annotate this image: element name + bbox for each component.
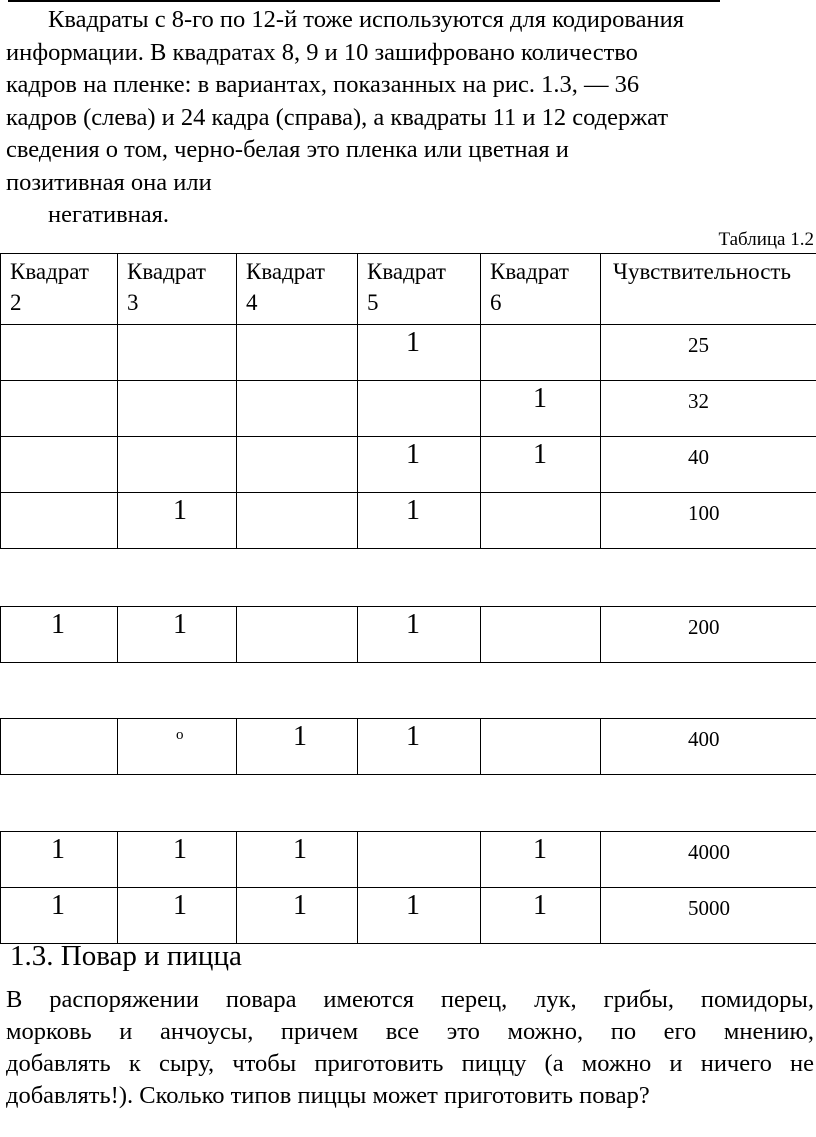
cell-value: 1: [406, 609, 420, 640]
cell-value: [237, 325, 357, 327]
table-row: [1, 493, 816, 549]
header-cell: Квадрат 6: [481, 254, 601, 325]
section-title: 1.3. Повар и пицца: [10, 940, 242, 972]
sensitivity-value: 5000: [688, 896, 730, 920]
circle-mark: о: [176, 727, 184, 743]
cell-value: [1, 381, 117, 383]
cell-value: [481, 607, 600, 609]
cell-value: 1: [51, 609, 65, 640]
table-row: [1, 832, 816, 888]
cell-value: [237, 493, 357, 495]
cell-value: 1: [406, 327, 420, 358]
header-cell: Квадрат 5: [358, 254, 481, 325]
header-cell: Чувствительность: [601, 254, 816, 325]
text-line: добавлять к сыру, чтобы приготовить пиццу (а можно и ничего не: [6, 1050, 814, 1077]
cell-value: [481, 493, 600, 495]
sensitivity-value: 25: [688, 333, 709, 357]
sensitivity-table-fragment: [0, 718, 816, 775]
cell-value: [358, 832, 480, 834]
cell-value: 1: [173, 609, 187, 640]
header-cell: Квадрат 3: [118, 254, 237, 325]
sensitivity-table: [0, 253, 816, 549]
cell-value: 1: [533, 383, 547, 414]
text-line: информации. В квадратах 8, 9 и 10 зашифровано количество: [6, 38, 638, 66]
cell-value: [118, 325, 236, 327]
cell-value: 1: [533, 439, 547, 470]
cell-value: 1: [533, 834, 547, 865]
text-line: кадров (слева) и 24 кадра (справа), а квадраты 11 и 12 содержат: [6, 103, 669, 131]
header-cell: Квадрат 2: [1, 254, 118, 325]
cell-value: [1, 325, 117, 327]
sensitivity-value: 4000: [688, 840, 730, 864]
text-line: кадров на пленке: в вариантах, показанных на рис. 1.3, — 36: [6, 71, 640, 98]
intro-paragraph: [6, 4, 812, 232]
table-row: [1, 437, 816, 493]
header-cell: Квадрат 4: [237, 254, 358, 325]
table-row: [1, 381, 816, 437]
cell-value: 1: [173, 890, 187, 921]
table-row: [1, 607, 816, 663]
sensitivity-value: 32: [688, 389, 709, 413]
cell-value: [1, 493, 117, 495]
text-line: негативная.: [48, 201, 170, 228]
text-line: В распоряжении повара имеются перец, лук, грибы, помидоры,: [6, 986, 814, 1013]
text-line: морковь и анчоусы, причем все это можно, по его мнению,: [6, 1018, 814, 1045]
table-row: [1, 888, 816, 944]
sensitivity-value: 200: [688, 615, 720, 639]
sensitivity-value: 100: [688, 501, 720, 525]
sensitivity-value: 400: [688, 727, 720, 751]
cell-value: 1: [406, 495, 420, 526]
text-line: добавлять!). Сколько типов пиццы может приготовить повар?: [6, 1082, 650, 1109]
text-line: позитивная она или: [6, 168, 212, 196]
cell-value: [1, 719, 117, 721]
sensitivity-table-fragment: [0, 606, 816, 663]
table-caption: Таблица 1.2: [718, 229, 814, 250]
cell-value: 1: [406, 890, 420, 921]
sensitivity-table-fragment: [0, 831, 816, 944]
cell-value: 1: [293, 721, 307, 752]
cell-value: [118, 437, 236, 439]
cell-value: [237, 381, 357, 383]
cell-value: [481, 325, 600, 327]
text-line: сведения о том, черно-белая это пленка или цветная и: [6, 136, 569, 163]
table-row: [1, 719, 816, 775]
cell-value: 1: [51, 890, 65, 921]
cell-value: [118, 381, 236, 383]
cell-value: 1: [173, 495, 187, 526]
text-line: Квадраты с 8-го по 12-й тоже используются для кодирования: [48, 6, 685, 33]
cell-value: 1: [293, 834, 307, 865]
table-row: [1, 325, 816, 381]
cell-value: [481, 719, 600, 721]
cell-value: [237, 607, 357, 609]
cell-value: [358, 381, 480, 383]
cell-value: 1: [293, 890, 307, 921]
cell-value: [237, 437, 357, 439]
section-paragraph: [6, 984, 814, 1112]
table-header-row: [1, 254, 816, 325]
cell-value: [1, 437, 117, 439]
cell-value: 1: [51, 834, 65, 865]
cell-value: 1: [533, 890, 547, 921]
cell-value: 1: [406, 439, 420, 470]
top-rule: [8, 0, 720, 2]
cell-value: 1: [406, 721, 420, 752]
sensitivity-value: 40: [688, 445, 709, 469]
cell-value: 1: [173, 834, 187, 865]
